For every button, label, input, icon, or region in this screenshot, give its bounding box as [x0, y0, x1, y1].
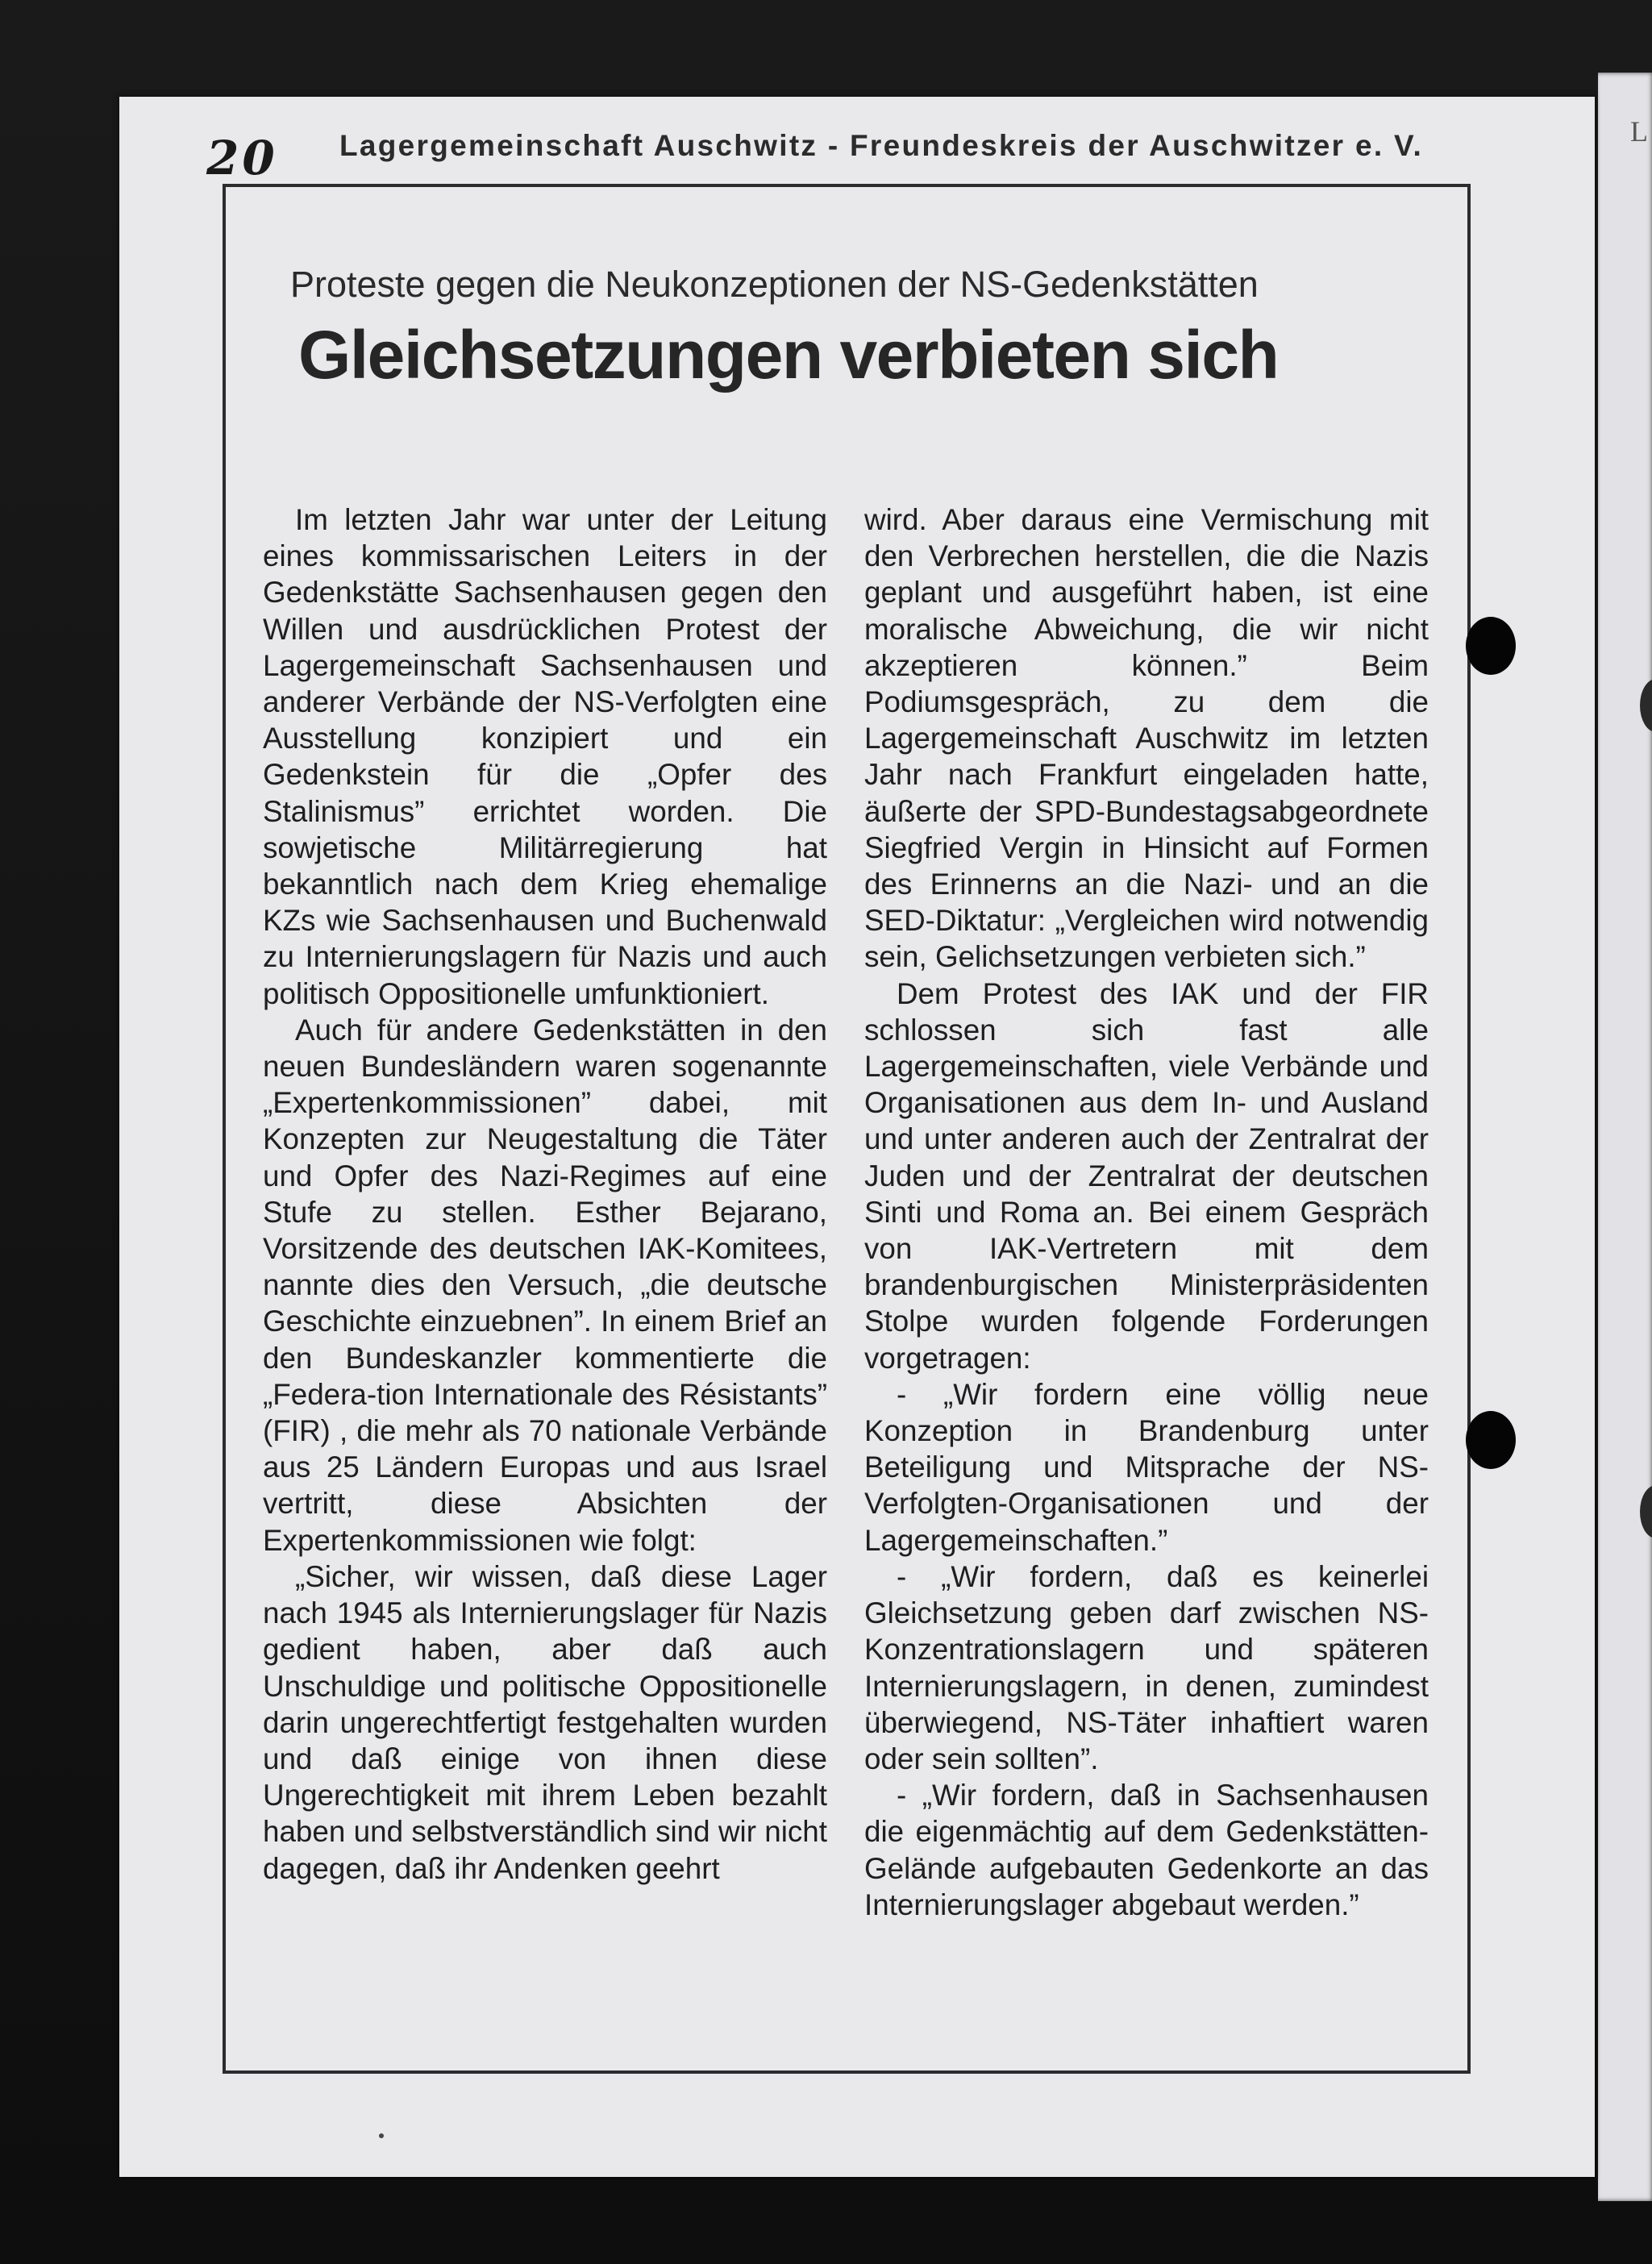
paragraph: „Sicher, wir wissen, daß diese Lager nach 1945 als Internierungslager für Nazis gedient haben, aber daß auch Unschuldige und politische Oppositionelle darin ungerechtfertigt festgehalten wurden und daß einige von ihnen diese Ungerechtigkeit mit ihrem Leben bezahlt haben und selbstverständlich sind wir nicht dagegen, daß ihr Andenken geehrt — [263, 1559, 827, 1885]
next-page-edge — [1598, 73, 1652, 2201]
left-text-column — [263, 501, 827, 1887]
demand-item: - „Wir fordern eine völlig neue Konzeption in Brandenburg unter Beteiligung und Mitsprache der NS-Verfolgten-Organisationen und der Lagergemeinschaften.” — [864, 1377, 1429, 1557]
paragraph: wird. Aber daraus eine Vermischung mit den Verbrechen herstellen, die die Nazis geplant und ausgeführt haben, ist eine moralische Abweichung, die wir nicht akzeptieren können.” Beim Podiumsgespräch, zu dem die Lagergemeinschaft Auschwitz im letzten Jahr nach Frankfurt eingeladen hatte, äußerte der SPD-Bundestagsabgeordnete Siegfried Vergin in Hinsicht auf Formen des Erinnerns an die Nazi- und an die SED-Diktatur: „Vergleichen wird notwendig sein, Gelichsetzungen verbieten sich.” — [864, 503, 1429, 974]
document-page — [119, 97, 1595, 2177]
print-speck — [379, 2133, 384, 2138]
next-page-punch-hole — [1640, 679, 1652, 732]
right-text-column — [864, 501, 1429, 1923]
next-page-letter: L — [1630, 115, 1648, 148]
next-page-punch-hole — [1640, 1485, 1652, 1538]
demand-item: - „Wir fordern, daß in Sachsenhausen die eigenmächtig auf dem Gedenkstätten-Gelände aufgebauten Gedenkorte an das Internierungslager abgebaut werden.” — [864, 1779, 1429, 1921]
paragraph: Im letzten Jahr war unter der Leitung eines kommissarischen Leiters in der Gedenkstätte Sachsenhausen gegen den Willen und ausdrücklichen Protest der Lagergemeinschaft Sachsenhausen und anderer Verbände der NS-Verfolgten eine Ausstellung konzipiert und ein Gedenkstein für die „Opfer des Stalinismus” errichtet worden. Die sowjetische Militärregierung hat bekanntlich nach dem Krieg ehemalige KZs wie Sachsenhausen und Buchenwald zu Internierungslagern für Nazis und auch politisch Oppositionelle umfunktioniert. — [263, 503, 827, 1010]
page-number: 20 — [206, 131, 278, 185]
article-kicker: Proteste gegen die Neukonzeptionen der NS-Gedenkstätten — [290, 264, 1259, 305]
demand-item: - „Wir fordern, daß es keinerlei Gleichsetzung geben darf zwischen NS-Konzentrationslagern und späteren Internierungslagern, in denen, zumindest überwiegend, NS-Täter inhaftiert waren oder sein sollten”. — [864, 1559, 1429, 1775]
paragraph: Dem Protest des IAK und der FIR schlossen sich fast alle Lagergemeinschaften, viele Verbände und Organisationen aus dem In- und Ausland und unter anderen auch der Zentralrat der Juden und der Zentralrat der deutschen Sinti und Roma an. Bei einem Gespräch von IAK-Vertretern mit dem brandenburgischen Ministerpräsidenten Stolpe wurden folgende Forderungen vorgetragen: — [864, 976, 1429, 1375]
paragraph: Auch für andere Gedenkstätten in den neuen Bundesländern waren sogenannte „Expertenkommissionen” dabei, mit Konzepten zur Neugestaltung die Täter und Opfer des Nazi-Regimes auf eine Stufe zu stellen. Esther Bejarano, Vorsitzende des deutschen IAK-Komitees, nannte dies den Versuch, „die deutsche Geschichte einzuebnen”. In einem Brief an den Bundeskanzler kommentierte die „Federa-tion Internationale des Résistants” (FIR) , die mehr als 70 nationale Verbände aus 25 Ländern Europas und aus Israel vertritt, diese Absichten der Expertenkommissionen wie folgt: — [263, 1013, 827, 1557]
article-frame — [223, 184, 1471, 2074]
punch-hole — [1466, 617, 1516, 675]
punch-hole — [1466, 1411, 1516, 1469]
article-headline: Gleichsetzungen verbieten sich — [298, 317, 1279, 393]
running-header: Lagergemeinschaft Auschwitz - Freundeskreis der Auschwitzer e. V. — [339, 129, 1424, 162]
